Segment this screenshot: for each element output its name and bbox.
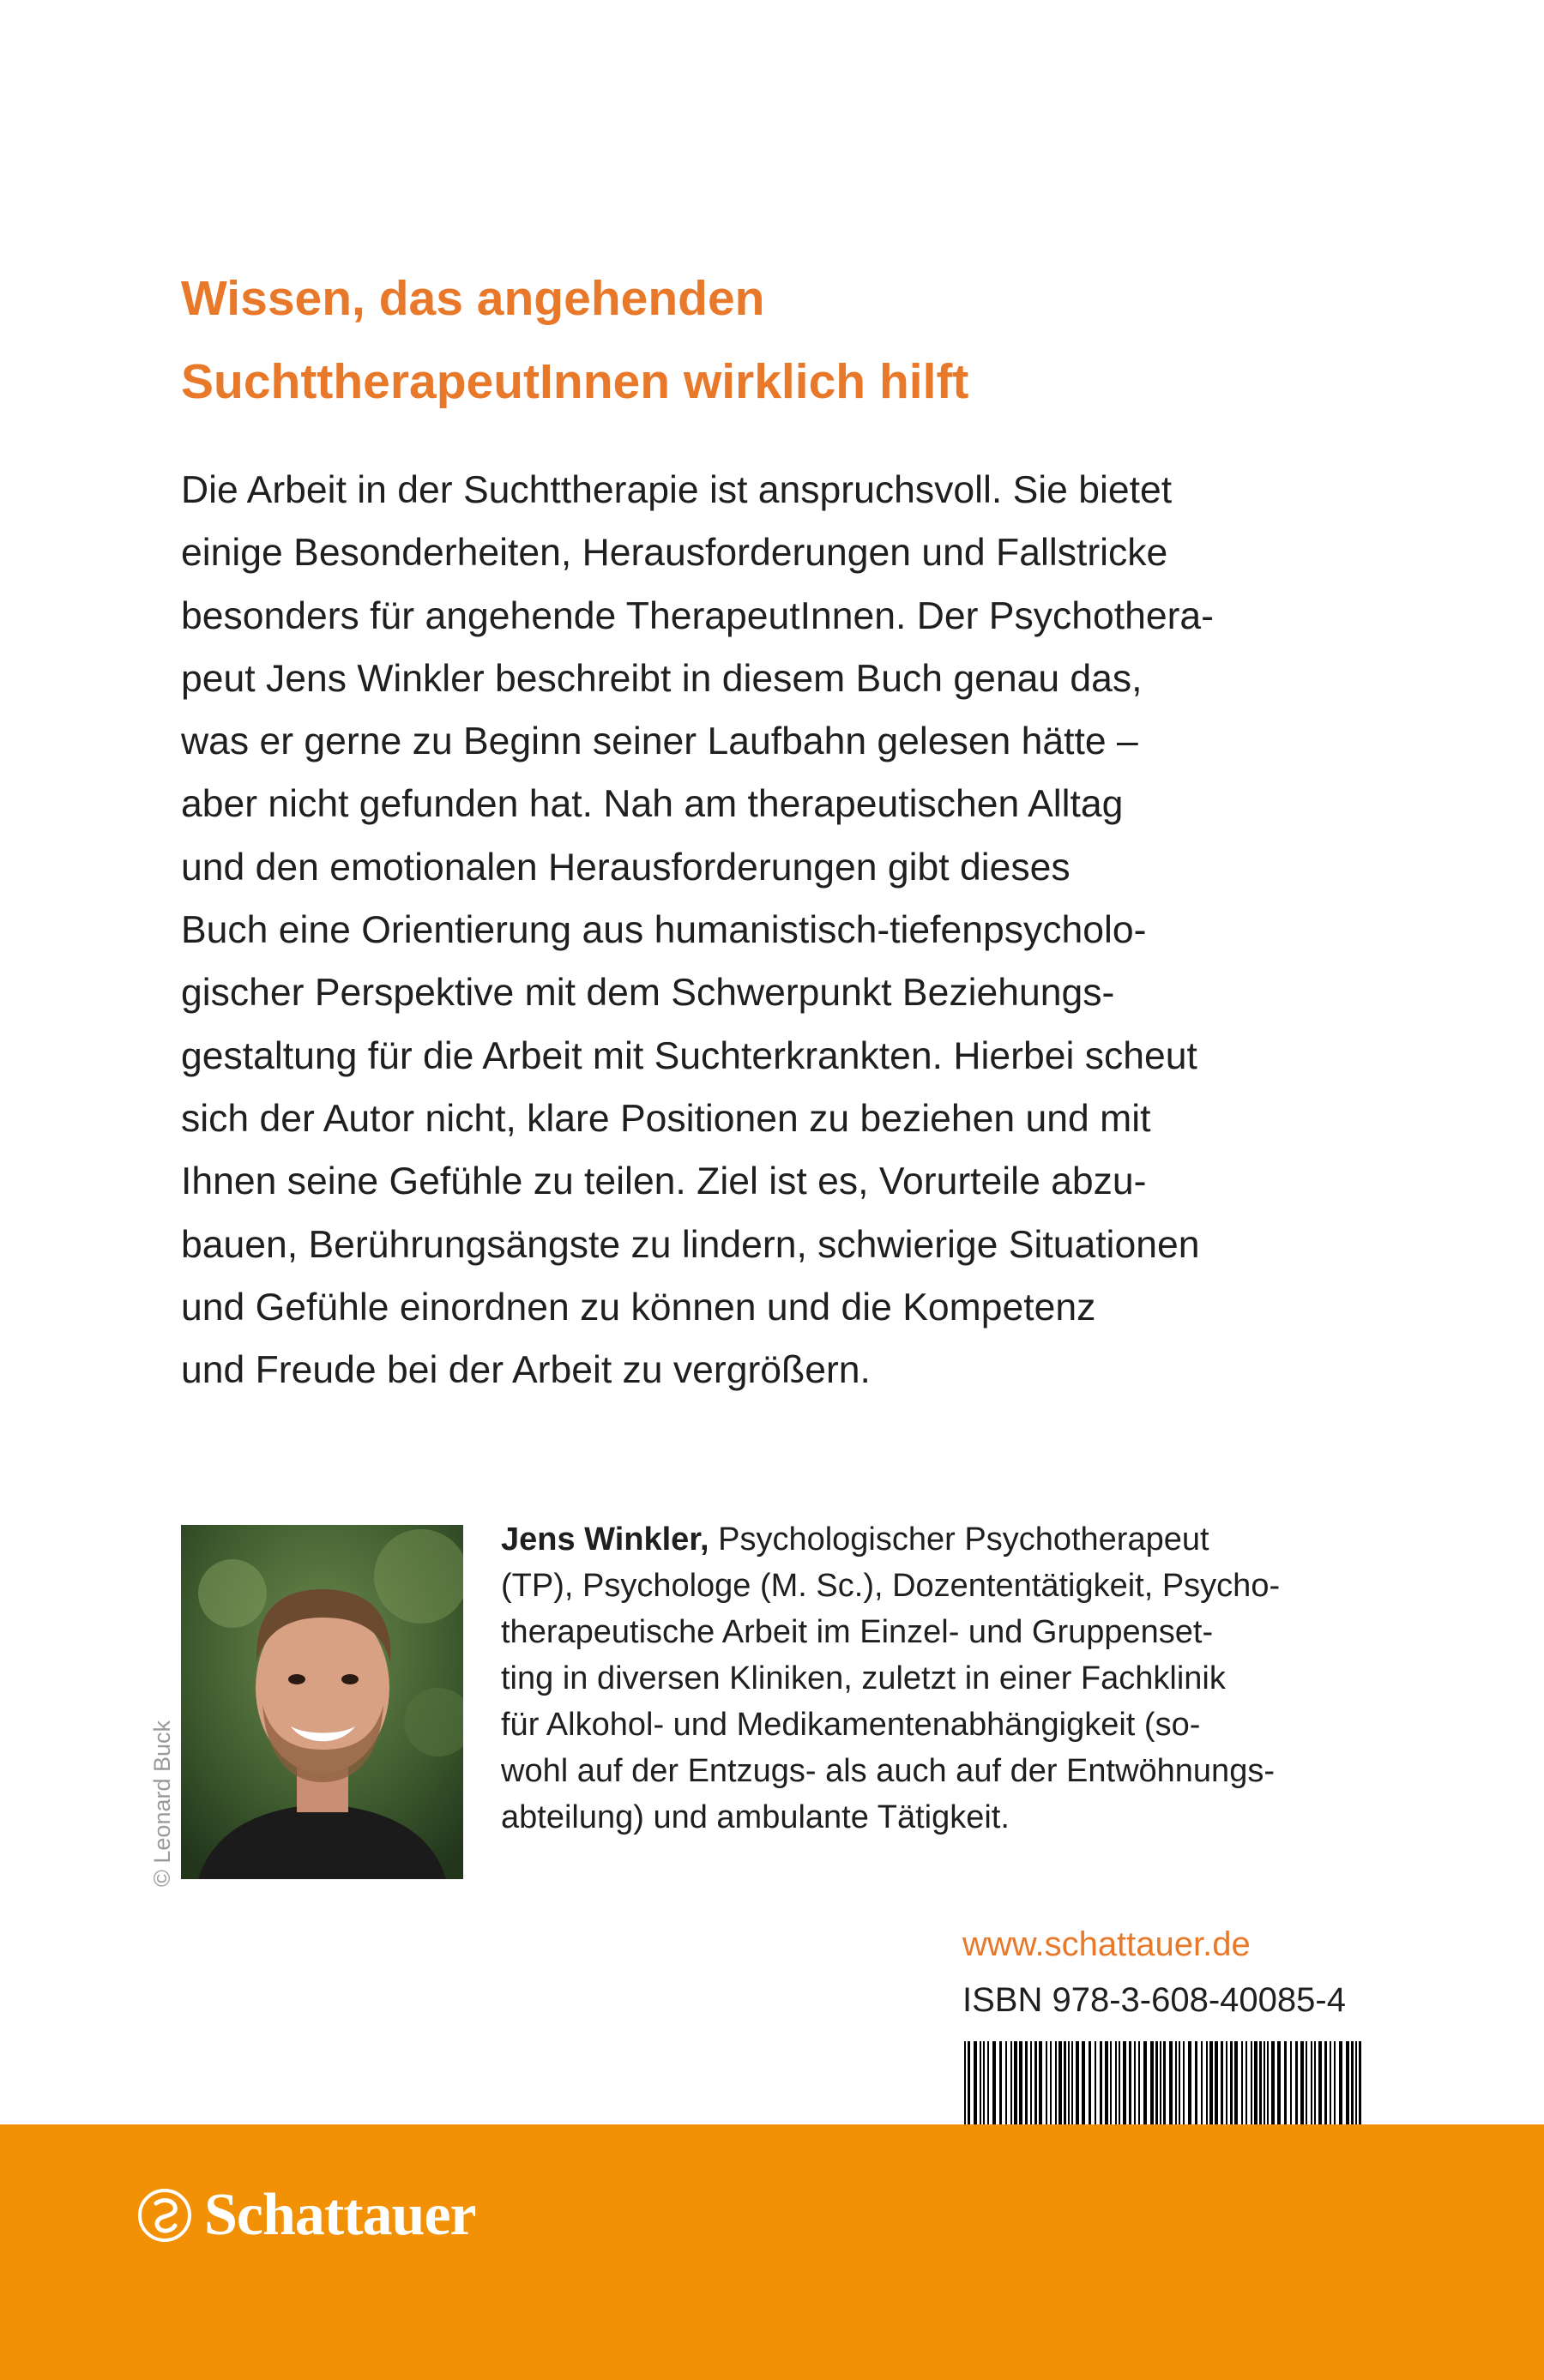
barcode-bar — [1050, 2041, 1052, 2124]
barcode-bar — [1355, 2041, 1357, 2124]
description-line: Die Arbeit in der Suchttherapie ist anspruchsvoll. Sie bietet — [181, 469, 1173, 511]
description-line: und Freude bei der Arbeit zu vergrößern. — [181, 1349, 871, 1392]
barcode-bar — [1055, 2041, 1057, 2124]
barcode-bar — [1115, 2041, 1117, 2124]
barcode-bar — [1245, 2041, 1247, 2124]
barcode-bar — [1290, 2041, 1292, 2124]
description-line: was er gerne zu Beginn seiner Laufbahn gelesen hätte – — [181, 720, 1138, 763]
barcode-bar — [1334, 2041, 1336, 2124]
author-bio-line: ting in diversen Kliniken, zuletzt in einer Fachklinik — [501, 1660, 1226, 1696]
description-line: gischer Perspektive mit dem Schwerpunkt Beziehungs- — [181, 972, 1115, 1015]
barcode-bar — [1155, 2041, 1158, 2124]
barcode-bar — [1179, 2041, 1180, 2124]
description-line: Buch eine Orientierung aus humanistisch-tiefenpsycholo- — [181, 909, 1147, 952]
barcode-bar — [1209, 2041, 1213, 2124]
barcode-bar — [1160, 2041, 1161, 2124]
book-description — [181, 459, 1382, 1401]
barcode-bar — [1025, 2041, 1028, 2124]
barcode-bar — [999, 2041, 1002, 2124]
barcode-bar — [1058, 2041, 1062, 2124]
publisher-website-link[interactable]: www.schattauer.de — [962, 1925, 1251, 1963]
barcode-bar — [1143, 2041, 1147, 2124]
description-line: peut Jens Winkler beschreibt in diesem Buch genau das, — [181, 657, 1143, 700]
author-bio-line: (TP), Psychologe (M. Sc.), Dozententätigkeit, Psycho- — [501, 1568, 1281, 1604]
barcode-bar — [1230, 2041, 1233, 2124]
publisher-footer-band — [0, 2124, 1544, 2380]
barcode-bar — [1019, 2041, 1022, 2124]
barcode-bar — [1039, 2041, 1042, 2124]
barcode-bar — [974, 2041, 977, 2124]
barcode-bar — [980, 2041, 981, 2124]
barcode-bar — [1188, 2041, 1191, 2124]
barcode-bar — [1034, 2041, 1037, 2124]
barcode-bar — [1324, 2041, 1327, 2124]
barcode-bar — [1123, 2041, 1126, 2124]
barcode-bar — [1314, 2041, 1316, 2124]
barcode-bar — [1241, 2041, 1243, 2124]
barcode-bar — [1005, 2041, 1007, 2124]
barcode-bar — [1226, 2041, 1227, 2124]
description-line: und den emotionalen Herausforderungen gibt dieses — [181, 846, 1071, 889]
description-line: bauen, Berührungsängste zu lindern, schwierige Situationen — [181, 1223, 1200, 1266]
author-bio-line: abteilung) und ambulante Tätigkeit. — [501, 1799, 1010, 1835]
barcode-bar — [1259, 2041, 1262, 2124]
author-photo — [181, 1525, 463, 1879]
barcode-bar — [1129, 2041, 1131, 2124]
description-line: sich der Autor nicht, klare Positionen zu beziehen und mit — [181, 1097, 1151, 1140]
author-bio-line — [501, 1516, 1393, 1563]
barcode-bar — [1163, 2041, 1166, 2124]
barcode-bar — [1134, 2041, 1136, 2124]
barcode-bar — [1300, 2041, 1304, 2124]
barcode-bar — [1306, 2041, 1307, 2124]
barcode-bar — [1215, 2041, 1218, 2124]
barcode-bar — [1110, 2041, 1112, 2124]
barcode-bar — [1014, 2041, 1017, 2124]
barcode-bar — [1150, 2041, 1154, 2124]
barcode-bar — [1339, 2041, 1342, 2124]
publisher-logo — [137, 2178, 476, 2251]
author-name: Jens Winkler, — [501, 1521, 709, 1558]
barcode-bar — [1284, 2041, 1287, 2124]
photo-credit: © Leonard Buck — [149, 1720, 175, 1887]
headline — [181, 257, 1425, 424]
barcode-bar — [1311, 2041, 1312, 2124]
barcode-bar — [1201, 2041, 1203, 2124]
description-line: gestaltung für die Arbeit mit Suchterkrankten. Hierbei scheut — [181, 1034, 1197, 1077]
barcode-bar — [1346, 2041, 1349, 2124]
headline-line: SuchttherapeutInnen wirklich hilft — [181, 354, 969, 409]
barcode-bar — [1089, 2041, 1091, 2124]
barcode-bar — [1264, 2041, 1265, 2124]
schattauer-emblem-icon — [137, 2188, 192, 2243]
barcode-bar — [1251, 2041, 1252, 2124]
barcode-bar — [983, 2041, 985, 2124]
barcode-bar — [1351, 2041, 1354, 2124]
barcode-bar — [1277, 2041, 1281, 2124]
author-bio-line: wohl auf der Entzugs- als auch auf der Entwöhnungs- — [501, 1753, 1275, 1789]
barcode-bar — [992, 2041, 996, 2124]
description-line: und Gefühle einordnen zu können und die Kompetenz — [181, 1286, 1096, 1329]
barcode-bar — [1330, 2041, 1331, 2124]
barcode-bar — [1095, 2041, 1096, 2124]
barcode-bar — [1175, 2041, 1177, 2124]
barcode-bar — [1183, 2041, 1185, 2124]
barcode-bar — [1105, 2041, 1108, 2124]
barcode-bar — [1068, 2041, 1070, 2124]
publisher-logo-text: Schattauer — [204, 2181, 476, 2248]
author-bio-line: therapeutische Arbeit im Einzel- und Gruppenset- — [501, 1614, 1214, 1650]
barcode-bar — [1100, 2041, 1102, 2124]
barcode-bar — [1071, 2041, 1073, 2124]
author-bio-line: für Alkohol- und Medikamentenabhängigkeit (so- — [501, 1707, 1201, 1743]
barcode-bar — [1295, 2041, 1298, 2124]
barcode-bar — [1010, 2041, 1012, 2124]
barcode-bar — [1064, 2041, 1066, 2124]
description-line: einige Besonderheiten, Herausforderungen und Fallstricke — [181, 532, 1168, 575]
barcode-bar — [1076, 2041, 1079, 2124]
description-line: Ihnen seine Gefühle zu teilen. Ziel ist es, Vorurteile abzu- — [181, 1160, 1147, 1203]
barcode-bar — [1318, 2041, 1322, 2124]
barcode-bar — [968, 2041, 970, 2124]
author-bio — [501, 1516, 1393, 1841]
barcode-bar — [987, 2041, 989, 2124]
description-line: aber nicht gefunden hat. Nah am therapeutischen Alltag — [181, 783, 1124, 826]
barcode-bar — [1046, 2041, 1047, 2124]
barcode-bar — [1234, 2041, 1238, 2124]
barcode-bar — [1030, 2041, 1032, 2124]
barcode-bar — [1119, 2041, 1120, 2124]
headline-line: Wissen, das angehenden — [181, 271, 765, 326]
description-line: besonders für angehende TherapeutInnen. Der Psychothera- — [181, 594, 1214, 637]
barcode-bar — [1254, 2041, 1258, 2124]
author-bio-intro: Psychologischer Psychotherapeut — [709, 1521, 1209, 1558]
barcode — [962, 2041, 1366, 2124]
barcode-bar — [1359, 2041, 1361, 2124]
barcode-bar — [964, 2041, 966, 2124]
barcode-bar — [1082, 2041, 1085, 2124]
barcode-bar — [1271, 2041, 1275, 2124]
barcode-bar — [1195, 2041, 1197, 2124]
barcode-bar — [1267, 2041, 1269, 2124]
barcode-bar — [1221, 2041, 1223, 2124]
isbn-number: ISBN 978-3-608-40085-4 — [962, 1981, 1346, 2019]
barcode-bar — [1169, 2041, 1173, 2124]
barcode-bar — [1138, 2041, 1140, 2124]
barcode-bar — [1206, 2041, 1208, 2124]
